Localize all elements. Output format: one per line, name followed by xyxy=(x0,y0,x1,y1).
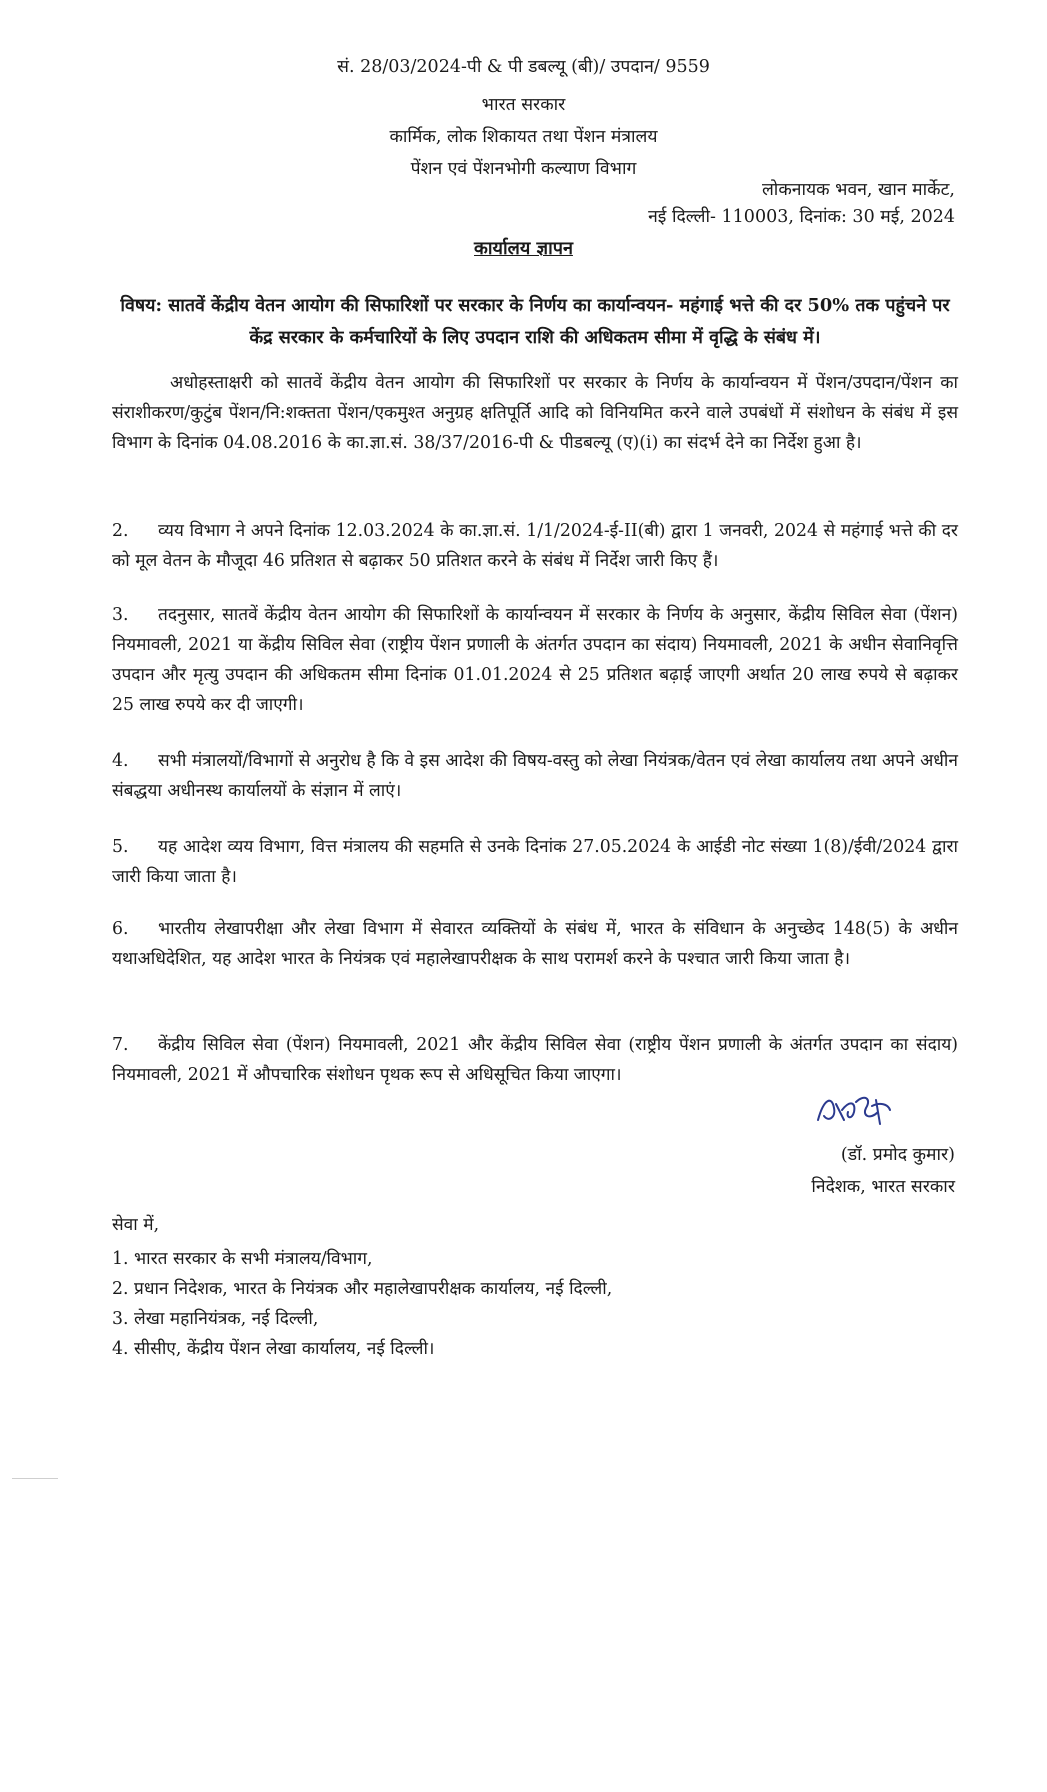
signatory-name: (डॉ. प्रमोद कुमार) xyxy=(840,1145,955,1165)
paragraph-text: केंद्रीय सिविल सेवा (पेंशन) नियमावली, 2021 और केंद्रीय सिविल सेवा (राष्ट्रीय पेंशन प्रणाली के अंतर्गत उपदान का संदाय) नियमावली, 2021 में औपचारिक संशोधन पृथक रूप से अधिसूचित किया जाएगा। xyxy=(112,1035,958,1085)
recipients-list xyxy=(112,1210,612,1364)
paragraph-4 xyxy=(112,746,958,806)
paragraph-7 xyxy=(112,1030,958,1090)
paragraph-number: 2. xyxy=(112,521,129,541)
recipient-item: 1. भारत सरकार के सभी मंत्रालय/विभाग, xyxy=(112,1249,373,1269)
paragraph-2 xyxy=(112,516,958,576)
subject-line: विषय: सातवें केंद्रीय वेतन आयोग की सिफारिशों पर सरकार के निर्णय का कार्यान्वयन- महंगाई भत्ते की दर 50% तक पहुंचने पर केंद्र सरकार के कर्मचारियों के लिए उपदान राशि की अधिकतम सीमा में वृद्धि के संबंध में। xyxy=(120,295,950,348)
paragraph-text: व्यय विभाग ने अपने दिनांक 12.03.2024 के का.ज्ञा.सं. 1/1/2024-ई-II(बी) द्वारा 1 जनवरी, 2024 से महंगाई भत्ते की दर को मूल वेतन के मौजूदा 46 प्रतिशत से बढ़ाकर 50 प्रतिशत करने के संबंध में निर्देश जारी किए हैं। xyxy=(112,521,958,571)
address-date-line: नई दिल्ली- 110003, दिनांक: 30 मई, 2024 xyxy=(648,207,955,227)
paragraph-number: 5. xyxy=(112,837,129,857)
reference-number: सं. 28/03/2024-पी & पी डबल्यू (बी)/ उपदान/ 9559 xyxy=(337,57,710,77)
paragraph-6 xyxy=(112,914,958,974)
government-name: भारत सरकार xyxy=(481,95,566,115)
paragraph-text: अधोहस्ताक्षरी को सातवें केंद्रीय वेतन आयोग की सिफारिशों पर सरकार के निर्णय के कार्यान्वयन में पेंशन/उपदान/पेंशन का संराशीकरण/कुटुंब पेंशन/नि:शक्तता पेंशन/एकमुश्त अनुग्रह क्षतिपूर्ति आदि को विनियमित करने वाले उपबंधों में संशोधन के संबंध में इस विभाग के दिनांक 04.08.2016 के का.ज्ञा.सं. 38/37/2016-पी & पीडबल्यू (ए)(i) का संदर्भ देने का निर्देश हुआ है। xyxy=(112,373,958,453)
paragraph-text: यह आदेश व्यय विभाग, वित्त मंत्रालय की सहमति से उनके दिनांक 27.05.2024 के आईडी नोट संख्या 1(8)/ईवी/2024 द्वारा जारी किया जाता है। xyxy=(112,837,958,887)
recipient-item: 4. सीसीए, केंद्रीय पेंशन लेखा कार्यालय, नई दिल्ली। xyxy=(112,1339,435,1359)
ministry-name: कार्मिक, लोक शिकायत तथा पेंशन मंत्रालय xyxy=(389,127,658,147)
scan-artifact-line xyxy=(12,1478,58,1479)
paragraph-text: सभी मंत्रालयों/विभागों से अनुरोध है कि वे इस आदेश की विषय-वस्तु को लेखा नियंत्रक/वेतन एवं लेखा कार्यालय तथा अपने अधीन संबद्धया अधीनस्थ कार्यालयों के संज्ञान में लाएं। xyxy=(112,751,958,801)
paragraph-1 xyxy=(112,368,958,458)
paragraph-number: 6. xyxy=(112,919,129,939)
paragraph-number: 3. xyxy=(112,605,129,625)
signatory-designation: निदेशक, भारत सरकार xyxy=(811,1177,955,1197)
handwritten-signature xyxy=(814,1090,894,1134)
paragraph-text: तदनुसार, सातवें केंद्रीय वेतन आयोग की सिफारिशों के कार्यान्वयन में सरकार के निर्णय के अनुसार, केंद्रीय सिविल सेवा (पेंशन) नियमावली, 2021 या केंद्रीय सिविल सेवा (राष्ट्रीय पेंशन प्रणाली के अंतर्गत उपदान का संदाय) नियमावली, 2021 के अधीन सेवानिवृत्ति उपदान और मृत्यु उपदान की अधिकतम सीमा दिनांक 01.01.2024 से 25 प्रतिशत बढ़ाई जाएगी अर्थात 20 लाख रुपये से बढ़ाकर 25 लाख रुपये कर दी जाएगी। xyxy=(112,605,958,715)
paragraph-3 xyxy=(112,600,958,720)
memo-title: कार्यालय ज्ञापन xyxy=(474,238,573,259)
recipient-item: 2. प्रधान निदेशक, भारत के नियंत्रक और महालेखापरीक्षक कार्यालय, नई दिल्ली, xyxy=(112,1279,613,1299)
paragraph-number: 7. xyxy=(112,1035,129,1055)
paragraph-text: भारतीय लेखापरीक्षा और लेखा विभाग में सेवारत व्यक्तियों के संबंध में, भारत के संविधान के अनुच्छेद 148(5) के अधीन यथाअधिदेशित, यह आदेश भारत के नियंत्रक एवं महालेखापरीक्षक के साथ परामर्श करने के पश्चात जारी किया जाता है। xyxy=(112,919,958,969)
paragraph-number: 4. xyxy=(112,751,129,771)
address-line-1: लोकनायक भवन, खान मार्केट, xyxy=(761,180,955,200)
paragraph-5 xyxy=(112,832,958,892)
recipient-item: 3. लेखा महानियंत्रक, नई दिल्ली, xyxy=(112,1309,319,1329)
department-name: पेंशन एवं पेंशनभोगी कल्याण विभाग xyxy=(410,159,637,179)
recipients-label: सेवा में, xyxy=(112,1215,160,1235)
